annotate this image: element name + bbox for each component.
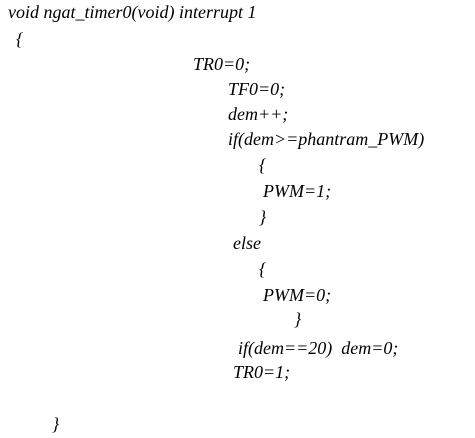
code-line-tr0-off: TR0=0; [193, 54, 251, 74]
code-line-if-open-brace: { [259, 155, 267, 175]
code-line-signature: void ngat_timer0(void) interrupt 1 [8, 2, 257, 22]
code-line-pwm-off: PWM=0; [263, 285, 332, 305]
code-line-tr0-on: TR0=1; [233, 362, 291, 382]
code-line-if-condition: if(dem>=phantram_PWM) [228, 129, 425, 149]
code-line-else: else [233, 233, 261, 253]
code-line-pwm-on: PWM=1; [263, 181, 332, 201]
code-line-else-open-brace: { [259, 259, 267, 279]
code-line-close-brace: } [52, 414, 60, 434]
code-line-open-brace: { [16, 29, 24, 49]
code-line-if-close-brace: } [259, 207, 267, 227]
code-line-dem-reset: if(dem==20) dem=0; [238, 338, 399, 358]
code-line-tf0-clear: TF0=0; [228, 79, 286, 99]
code-line-else-close-brace: } [294, 309, 302, 329]
code-line-dem-increment: dem++; [228, 104, 289, 124]
